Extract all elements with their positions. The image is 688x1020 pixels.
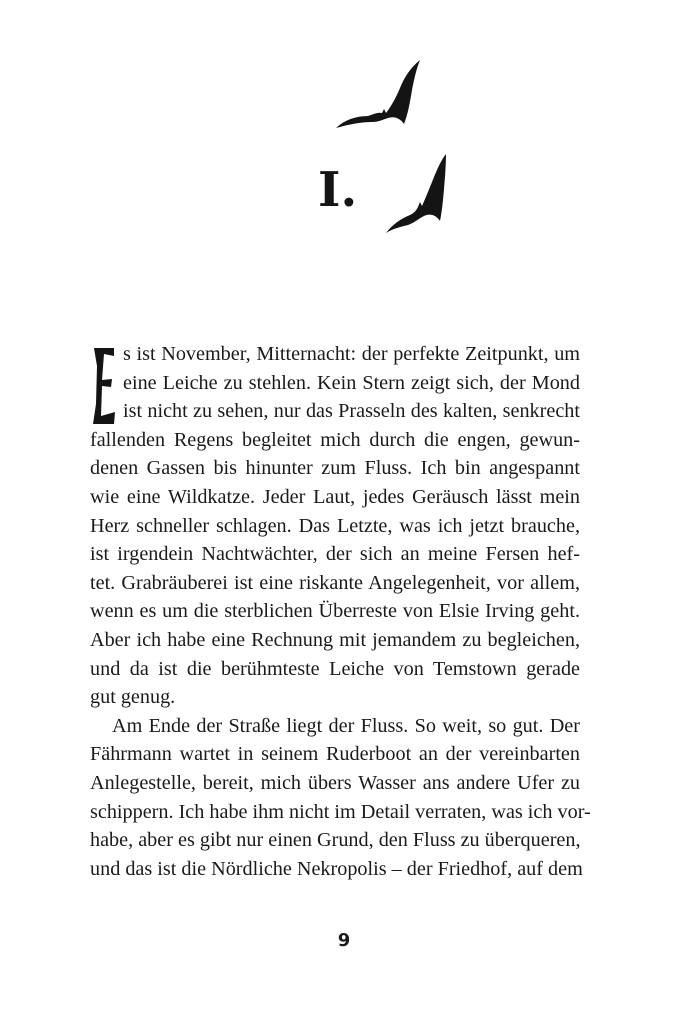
text-line: s ist November, Mitternacht: der perfekte Zeitpunkt, um (123, 343, 580, 365)
text-line: wenn es um die sterblichen Überreste von Elsie Irving geht. (90, 600, 580, 623)
text-line: ist irgendein Nachtwächter, der sich an meine Fersen hef- (90, 543, 580, 566)
bat-icon (384, 153, 450, 237)
text-line: ist nicht zu sehen, nur das Prasseln des kalten, senkrecht (123, 400, 580, 423)
text-line: habe, aber es gibt nur einen Grund, den Fluss zu überqueren, (90, 829, 581, 852)
body-text (90, 340, 591, 883)
text-line: schippern. Ich habe ihm nicht im Detail verraten, was ich vor- (90, 800, 591, 823)
text-line: Aber ich habe eine Rechnung mit jemandem zu begleichen, (90, 628, 580, 651)
drop-cap (90, 346, 118, 426)
text-line: tet. Grabräuberei ist eine riskante Angelegenheit, vor allem, (90, 571, 580, 594)
text-line: und da ist die berühmteste Leiche von Temstown gerade (90, 657, 580, 680)
drop-cap-e-icon (90, 346, 118, 426)
text-line: eine Leiche zu stehlen. Kein Stern zeigt sich, der Mond (123, 371, 580, 394)
page-number: 9 (337, 930, 351, 951)
bat-icon (334, 58, 424, 136)
text-line: und das ist die Nördliche Nekropolis – der Friedhof, auf dem (90, 857, 583, 880)
text-line: wie eine Wildkatze. Jeder Laut, jedes Geräusch lässt mein (90, 485, 580, 508)
text-line: Fährmann wartet in seinem Ruderboot an der vereinbarten (90, 743, 580, 766)
text-line: gut genug. (90, 686, 176, 709)
text-line: Anlegestelle, bereit, mich übers Wasser ans andere Ufer zu (90, 771, 580, 794)
text-line: fallenden Regens begleitet mich durch die engen, gewun- (90, 428, 580, 451)
text-line: Am Ende der Straße liegt der Fluss. So weit, so gut. Der (112, 714, 580, 737)
text-line: Herz schneller schlagen. Das Letzte, was ich jetzt brauche, (90, 514, 580, 537)
chapter-number: I. (318, 162, 358, 218)
text-line: denen Gassen bis hinunter zum Fluss. Ich bin angespannt (90, 457, 580, 480)
